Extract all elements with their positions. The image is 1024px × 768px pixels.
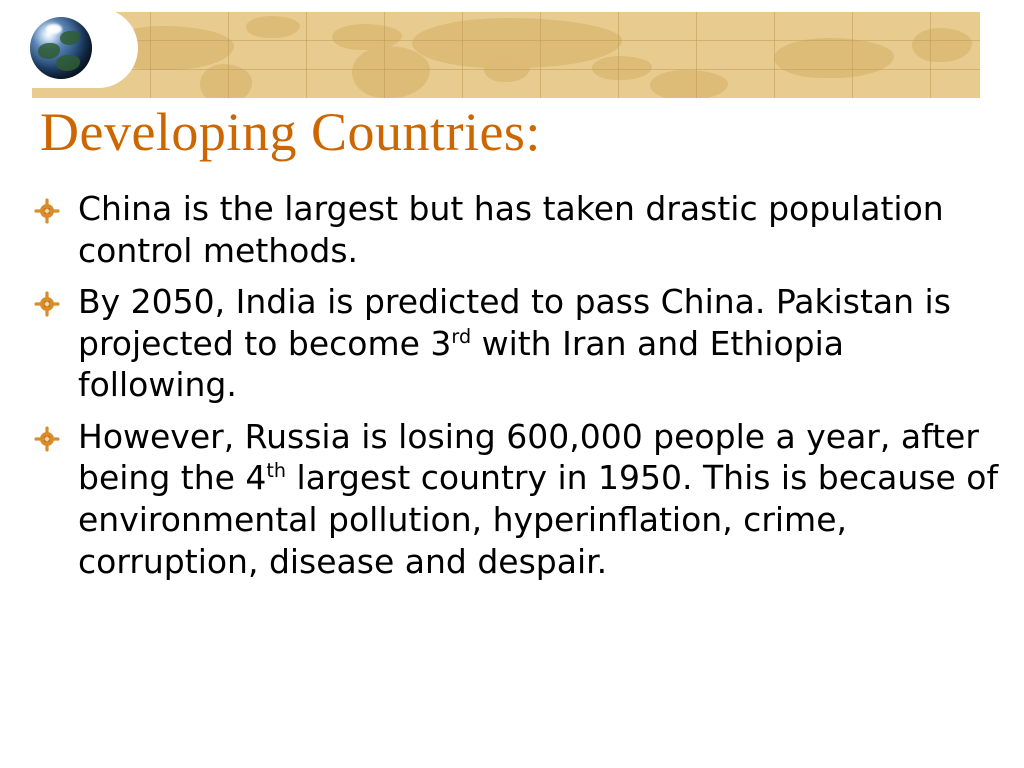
bullet-list bbox=[28, 188, 1003, 592]
map-landmass-australia bbox=[650, 70, 728, 98]
banner-gridline-v bbox=[774, 12, 775, 98]
list-item bbox=[28, 416, 1003, 582]
globe-continent bbox=[56, 55, 80, 71]
map-landmass-far-east bbox=[912, 28, 972, 62]
page-title: Developing Countries: bbox=[40, 102, 541, 162]
list-item bbox=[28, 281, 1003, 406]
globe-continent bbox=[60, 31, 80, 45]
map-landmass-greenland bbox=[246, 16, 300, 38]
banner-gridline-v bbox=[228, 12, 229, 98]
banner-gridline-v bbox=[930, 12, 931, 98]
list-item-text-cont: with Iran and Ethiopia following. bbox=[78, 323, 844, 405]
list-item-text: China is the largest but has taken drastic population control methods. bbox=[78, 189, 944, 270]
banner-gridline-v bbox=[618, 12, 619, 98]
banner-gridline-h bbox=[32, 69, 980, 70]
map-landmass-pacific-islands bbox=[774, 38, 894, 78]
banner-gridline-v bbox=[540, 12, 541, 98]
banner-gridline-v bbox=[306, 12, 307, 98]
target-bullet-icon bbox=[34, 426, 60, 452]
header-banner bbox=[32, 12, 980, 98]
list-item-ordinal-suffix: th bbox=[266, 459, 287, 483]
map-landmass-southeast-asia bbox=[592, 56, 652, 80]
banner-gridline-v bbox=[384, 12, 385, 98]
banner-gridline-v bbox=[462, 12, 463, 98]
globe-icon bbox=[30, 17, 92, 79]
list-item bbox=[28, 188, 1003, 271]
list-item-text-cont: largest country in 1950. This is because of environmental pollution, hyperinflation, crime, corruption, disease and despair. bbox=[78, 458, 999, 581]
banner-gridline-h bbox=[32, 40, 980, 41]
globe-continent bbox=[38, 43, 60, 59]
map-landmass-africa bbox=[352, 46, 430, 98]
list-item-text: By 2050, India is predicted to pass China. Pakistan is projected to become 3 bbox=[78, 282, 951, 363]
target-bullet-icon bbox=[34, 291, 60, 317]
banner-gridline-v bbox=[696, 12, 697, 98]
list-item-text: However, Russia is losing 600,000 people a year, after being the 4 bbox=[78, 416, 979, 498]
target-bullet-icon bbox=[34, 198, 60, 224]
banner-gridline-v bbox=[150, 12, 151, 98]
banner-gridline-v bbox=[852, 12, 853, 98]
globe-highlight bbox=[46, 24, 62, 34]
list-item-ordinal-suffix: rd bbox=[451, 324, 472, 348]
